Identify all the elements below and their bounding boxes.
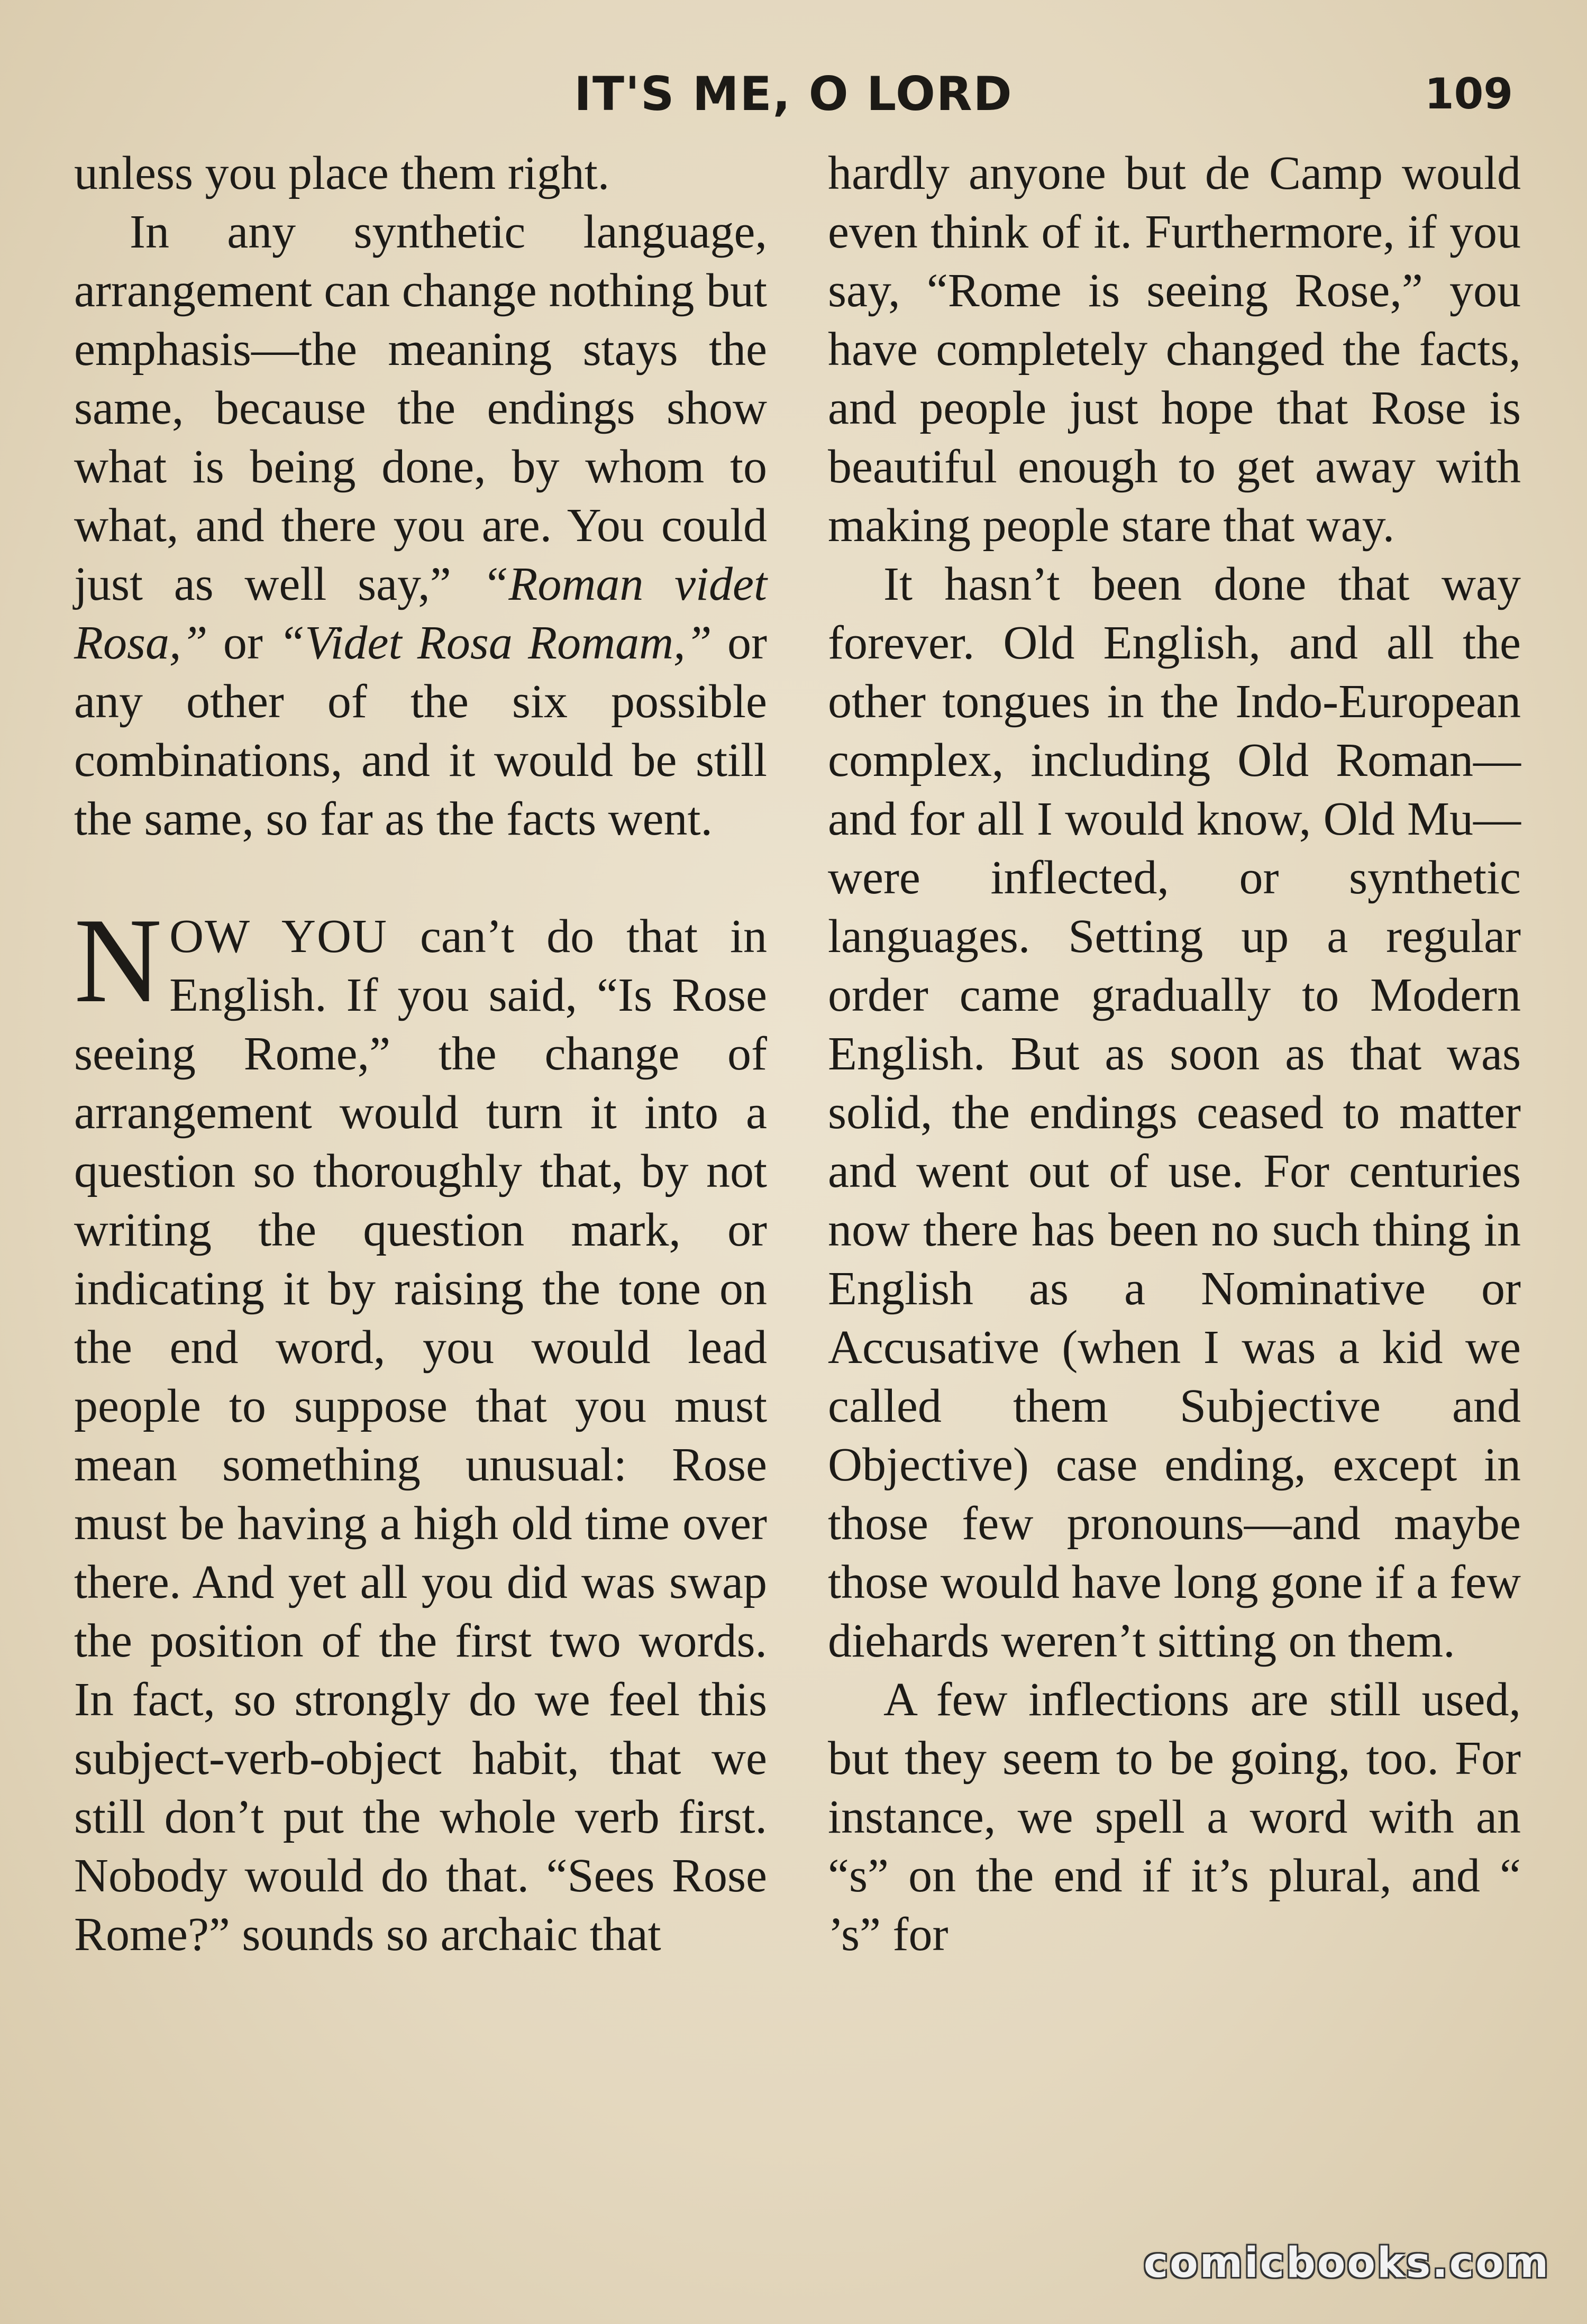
small-caps-lead: OW YOU — [169, 910, 388, 963]
right-column — [828, 144, 1521, 1964]
paragraph — [74, 203, 767, 848]
paragraph-text: can’t do that in English. If you said, “Is Rose seeing Rome,” the change of arrangement would turn it into a question so thoroughly that, by not writing the question mark, or indicating it by raising the tone on the end word, you would lead people to suppose that you must mean something unusual: Rose must be having a high old time over there. And yet all you did was swap the position of the first two words. In fact, so strongly do we feel this subject-verb-object habit, that we still don’t put the whole verb first. Nobody would do that. “Sees Rose Rome?” sounds so archaic that — [74, 910, 768, 1961]
left-column — [74, 144, 767, 1964]
paragraph: A few inflections are still used, but they seem to be going, too. For instance, we spell a word with an “s” on the end if it’s plural, and “ ’s” for — [828, 1673, 1521, 1961]
latin-phrase: “Videt Rosa Romam,” — [278, 617, 712, 669]
running-head — [0, 62, 1587, 126]
page-number: 109 — [1425, 69, 1513, 118]
paragraph — [74, 893, 768, 1964]
paragraph: hardly anyone but de Camp would even think of it. Furthermore, if you say, “Rome is seeing Rose,” you have completely changed the facts, and people just hope that Rose is beautiful enough to get away with making people stare that way. — [828, 147, 1521, 552]
paragraph-text: In any synthetic language, arrangement can change nothing but emphasis—the meaning stays the same, because the endings show what is being done, by whom to what, and there you are. You could just as well say,” — [74, 206, 767, 610]
paragraph-text: or — [223, 617, 263, 669]
watermark: comicbooks.com — [1143, 2239, 1550, 2287]
drop-cap: N — [74, 893, 162, 1028]
paragraph-text: or any other of the six possible combinations, and it would be still the same, so far as the facts went. — [74, 617, 767, 845]
running-title: IT'S ME, O LORD — [574, 67, 1013, 121]
section-break — [74, 848, 767, 907]
latin-phrase: “Roman videt Rosa,” — [74, 558, 768, 669]
paragraph: It hasn’t been done that way forever. Old English, and all the other tongues in the Indo-European complex, including Old Roman—and for all I would know, Old Mu—were inflected, or synthetic languages. Setting up a regular order came gradually to Modern English. But as soon as that was solid, the endings ceased to matter and went out of use. For centuries now there has been no such thing in English as a Nominative or Accusative (when I was a kid we called them Subjective and Objective) case ending, except in those few pronouns—and maybe those would have long gone if a few diehards weren’t sitting on them. — [828, 558, 1521, 1667]
paragraph: unless you place them right. — [74, 147, 610, 199]
